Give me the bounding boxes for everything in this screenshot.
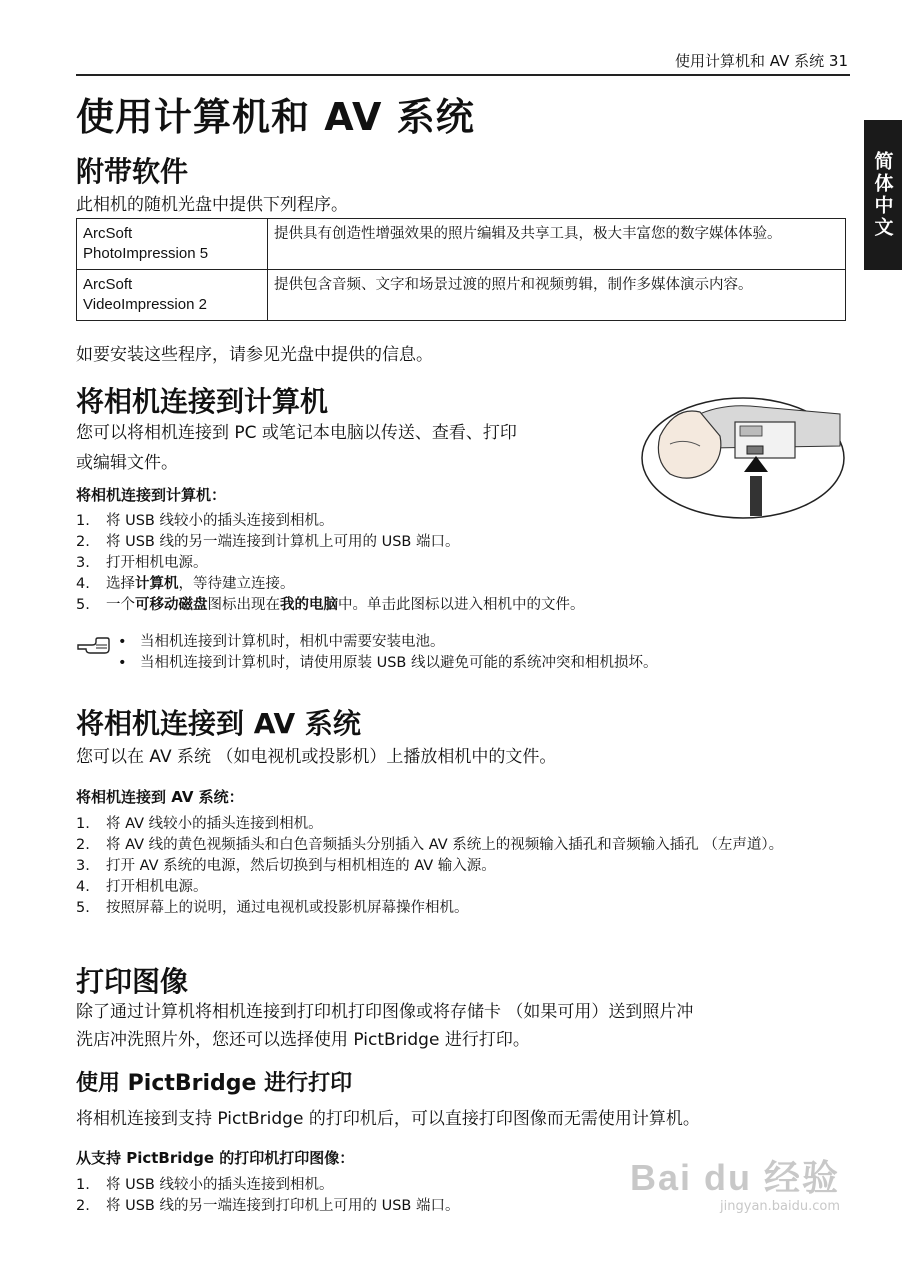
ui-term: 可移动磁盘 (135, 597, 208, 613)
bullet: • (118, 634, 127, 650)
pc-subheading: 将相机连接到计算机： (76, 486, 227, 504)
list-item (76, 595, 585, 616)
list-item (76, 1175, 459, 1196)
list-item (76, 877, 848, 898)
software-vendor: ArcSoft (83, 225, 133, 242)
language-tab-label: 简体中文 (871, 151, 894, 239)
step-number: 1. (76, 513, 90, 529)
step-number: 2. (76, 837, 90, 853)
pictbridge-steps (76, 1175, 459, 1217)
list-item (76, 532, 585, 553)
step-number: 4. (76, 576, 90, 592)
camera-usb-illustration (640, 396, 846, 524)
step-text: 将 AV 线较小的插头连接到相机。 (106, 816, 323, 832)
language-tab (864, 120, 902, 270)
step-text-part: ，等待建立连接。 (178, 576, 295, 592)
software-product: VideoImpression 2 (83, 296, 207, 313)
software-table (76, 218, 846, 321)
list-item (76, 835, 848, 856)
pictbridge-subheading: 从支持 PictBridge 的打印机打印图像： (76, 1149, 355, 1167)
step-number: 3. (76, 858, 90, 874)
step-text-part: 一个 (106, 597, 135, 613)
pc-lead-line: 或编辑文件。 (76, 453, 178, 473)
table-row (77, 219, 846, 270)
step-text: 打开相机电源。 (106, 879, 208, 895)
ui-term: 我的电脑 (280, 597, 338, 613)
print-heading: 打印图像 (76, 965, 189, 998)
baidu-watermark (630, 1150, 840, 1214)
step-number: 2. (76, 534, 90, 550)
table-row (77, 270, 846, 321)
pc-lead-line: 您可以将相机连接到 PC 或笔记本电脑以传送、查看、打印 (76, 423, 517, 443)
print-lead (76, 998, 693, 1054)
software-lead: 此相机的随机光盘中提供下列程序。 (76, 195, 348, 215)
note-item (118, 653, 657, 674)
list-item (76, 553, 585, 574)
software-product: PhotoImpression 5 (83, 245, 209, 262)
print-lead-line: 除了通过计算机将相机连接到打印机打印图像或将存储卡 （如果可用）送到照片冲 (76, 1002, 694, 1022)
pictbridge-lead: 将相机连接到支持 PictBridge 的打印机后，可以直接打印图像而无需使用计算机。 (76, 1109, 700, 1129)
running-head: 使用计算机和 AV 系统 31 (675, 52, 848, 70)
software-name (77, 270, 268, 321)
step-text (106, 574, 295, 595)
step-text: 将 USB 线的另一端连接到计算机上可用的 USB 端口。 (106, 534, 460, 550)
watermark-brand: Bai du 经验 (629, 1157, 840, 1198)
list-item (76, 511, 585, 532)
step-text-part: 中。单击此图标以进入相机中的文件。 (338, 597, 585, 613)
list-item (76, 856, 848, 877)
note-item (118, 632, 657, 653)
usb-notes (118, 632, 657, 674)
software-desc: 提供包含音频、文字和场景过渡的照片和视频剪辑，制作多媒体演示内容。 (268, 270, 846, 321)
list-item (76, 1196, 459, 1217)
note-text: 当相机连接到计算机时，相机中需要安装电池。 (140, 634, 445, 650)
software-name (77, 219, 268, 270)
step-text: 将 USB 线较小的插头连接到相机。 (106, 513, 334, 529)
step-number: 3. (76, 555, 90, 571)
software-heading: 附带软件 (76, 155, 189, 188)
step-text: 将 USB 线的另一端连接到打印机上可用的 USB 端口。 (106, 1198, 460, 1214)
av-lead: 您可以在 AV 系统 （如电视机或投影机）上播放相机中的文件。 (76, 747, 557, 767)
step-text: 将 USB 线较小的插头连接到相机。 (106, 1177, 334, 1193)
step-text: 打开 AV 系统的电源，然后切换到与相机相连的 AV 输入源。 (106, 858, 496, 874)
ui-term: 计算机 (135, 576, 179, 592)
list-item (76, 814, 848, 835)
software-footer: 如要安装这些程序，请参见光盘中提供的信息。 (76, 345, 433, 365)
step-text-part: 选择 (106, 576, 135, 592)
step-number: 4. (76, 879, 90, 895)
av-steps (76, 814, 848, 919)
bullet: • (118, 655, 127, 671)
header-rule (76, 74, 850, 76)
pc-steps (76, 511, 585, 616)
software-desc: 提供具有创造性增强效果的照片编辑及共享工具，极大丰富您的数字媒体体验。 (268, 219, 846, 270)
pc-heading: 将相机连接到计算机 (76, 385, 329, 418)
pictbridge-heading: 使用 PictBridge 进行打印 (76, 1071, 353, 1096)
step-text: 将 AV 线的黄色视频插头和白色音频插头分别插入 AV 系统上的视频输入插孔和音频输入插孔 （左声道）。 (106, 837, 784, 853)
av-heading: 将相机连接到 AV 系统 (76, 707, 361, 740)
step-text: 按照屏幕上的说明，通过电视机或投影机屏幕操作相机。 (106, 900, 469, 916)
step-text: 打开相机电源。 (106, 555, 208, 571)
step-number: 5. (76, 900, 90, 916)
av-subheading: 将相机连接到 AV 系统： (76, 788, 244, 806)
list-item (76, 898, 848, 919)
step-text-part: 图标出现在 (207, 597, 280, 613)
step-number: 1. (76, 1177, 90, 1193)
pointing-hand-note-icon (76, 636, 110, 660)
list-item (76, 574, 585, 595)
print-lead-line: 洗店冲洗照片外，您还可以选择使用 PictBridge 进行打印。 (76, 1030, 530, 1050)
step-number: 2. (76, 1198, 90, 1214)
note-text: 当相机连接到计算机时，请使用原装 USB 线以避免可能的系统冲突和相机损坏。 (140, 655, 658, 671)
step-number: 1. (76, 816, 90, 832)
pc-lead (76, 418, 517, 478)
software-vendor: ArcSoft (83, 276, 133, 293)
watermark-url: jingyan.baidu.com (720, 1199, 840, 1214)
step-number: 5. (76, 597, 90, 613)
step-text (106, 595, 585, 616)
page-title: 使用计算机和 AV 系统 (76, 95, 475, 139)
